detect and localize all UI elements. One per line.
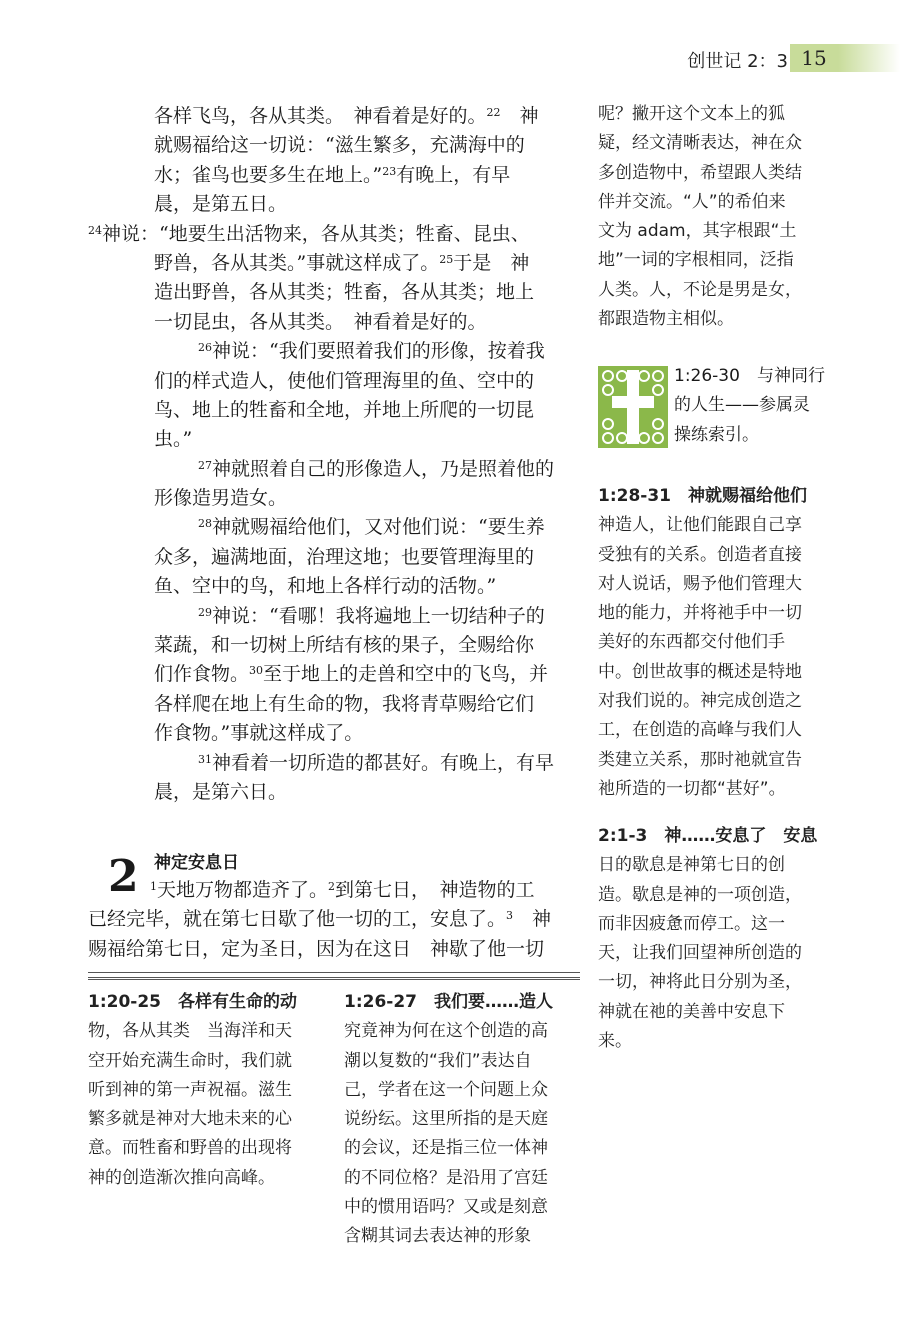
scripture-line: 野兽，各从其类。”事就这样成了。$^{25}$于是 神 <box>154 251 530 274</box>
note-line: 神就在祂的美善中安息下 <box>598 1001 785 1022</box>
note-heading: 1:20-25 各样有生命的动 <box>88 992 297 1012</box>
scripture-line: 鸟、地上的牲畜和全地，并地上所爬的一切昆 <box>154 398 535 421</box>
scripture-line: 水；雀鸟也要多生在地上。”$^{23}$有晚上，有早 <box>154 163 511 186</box>
note-line: 天，让我们回望神所创造的 <box>598 943 802 964</box>
note-line: 造。歇息是神的一项创造， <box>598 884 802 905</box>
scripture-line: $^{26}$神说：“我们要照着我们的形像，按着我 <box>198 340 545 363</box>
note-line: 神造人，让他们能跟自己享 <box>598 515 802 536</box>
note-line: 含糊其词去表达神的形象 <box>344 1226 531 1247</box>
note-line: 中的惯用语吗？又或是刻意 <box>344 1197 548 1218</box>
note-line: 工，在创造的高峰与我们人 <box>598 720 802 741</box>
note-line: 对人说话，赐予他们管理大 <box>598 573 802 594</box>
note-line: 潮以复数的“我们”表达自 <box>344 1050 532 1071</box>
study-note <box>88 988 334 1193</box>
chapter2-text <box>88 876 580 964</box>
note-line: 受独有的关系。创造者直接 <box>598 544 802 565</box>
note-heading: 1:26-27 我们要……造人 <box>344 992 553 1012</box>
note-line: 呢？撇开这个文本上的狐 <box>598 104 785 124</box>
note-line: 来。 <box>598 1031 632 1052</box>
footnote-divider <box>88 972 580 980</box>
scripture-line: 菜蔬，和一切树上所结有核的果子，全赐给你 <box>154 634 535 657</box>
note-line: 人类。人，不论是男是女， <box>598 279 802 300</box>
note-line: 的不同位格？是沿用了宫廷 <box>344 1167 548 1188</box>
scripture-line: 虫。” <box>154 428 193 451</box>
running-header <box>0 44 900 74</box>
note-line: 疑，经文清晰表达，神在众 <box>598 133 802 154</box>
note-line: 中。创世故事的概述是特地 <box>598 661 802 682</box>
note-line: 祂所造的一切都“甚好”。 <box>598 778 786 799</box>
spiritual-disciplines-icon <box>598 366 668 448</box>
chapter-number: 2 <box>108 851 139 902</box>
study-note <box>344 988 584 1252</box>
note-line: 神的创造渐次推向高峰。 <box>88 1167 275 1188</box>
study-note <box>598 100 838 334</box>
note-line: 意。而牲畜和野兽的出现将 <box>88 1138 292 1159</box>
scripture-line: 作食物。”事就这样成了。 <box>154 722 364 745</box>
scripture-line: 们的样式造人，使他们管理海里的鱼、空中的 <box>154 369 535 392</box>
note-line: 一切，神将此日分别为圣， <box>598 972 802 993</box>
note-line: 听到神的第一声祝福。滋生 <box>88 1079 292 1100</box>
callout-line: 操练索引。 <box>674 424 759 445</box>
scripture-line: $^{27}$神就照着自己的形像造人，乃是照着他的 <box>198 457 555 480</box>
scripture-line: 赐福给第七日，定为圣日，因为在这日 神歇了他一切 <box>88 937 545 960</box>
scripture-line: 就赐福给这一切说：“滋生繁多，充满海中的 <box>154 134 525 157</box>
scripture-line: 造出野兽，各从其类；牲畜，各从其类；地上 <box>154 281 535 304</box>
note-line: 己，学者在这一个问题上众 <box>344 1079 548 1100</box>
scripture-line: $^{24}$神说：“地要生出活物来，各从其类；牲畜、昆虫、 <box>88 222 530 245</box>
page-number: 15 <box>790 44 838 72</box>
callout-line: 的人生——参属灵 <box>674 395 810 416</box>
note-line: 都跟造物主相似。 <box>598 309 734 330</box>
note-heading: 1:28-31 神就赐福给他们 <box>598 486 807 506</box>
note-line: 物，各从其类 当海洋和天 <box>88 1021 292 1042</box>
study-note <box>598 822 838 1056</box>
scripture-line: $^{29}$神说：“看哪！我将遍地上一切结种子的 <box>198 604 545 627</box>
note-line: 类建立关系，那时祂就宣告 <box>598 749 802 770</box>
scripture-text <box>88 102 580 807</box>
note-line: 的会议，还是指三位一体神 <box>344 1138 548 1159</box>
scripture-line: 各样爬在地上有生命的物，我将青草赐给它们 <box>154 692 535 715</box>
note-line: 伴并交流。“人”的希伯来 <box>598 191 786 212</box>
header-fade-bar <box>838 44 900 72</box>
scripture-line: 众多，遍满地面，治理这地；也要管理海里的 <box>154 545 535 568</box>
note-line: 对我们说的。神完成创造之 <box>598 691 802 712</box>
note-line: 美好的东西都交付他们手 <box>598 632 785 653</box>
callout-heading: 1:26-30 与神同行 <box>674 366 825 386</box>
note-line: 文为 adam，其字根跟“土 <box>598 221 797 242</box>
note-line: 多创造物中，希望跟人类结 <box>598 162 802 183</box>
note-line: 日的歇息是神第七日的创 <box>598 855 785 876</box>
note-line: 繁多就是神对大地未来的心 <box>88 1109 292 1130</box>
scripture-line: $^{28}$神就赐福给他们，又对他们说：“要生养 <box>198 516 545 539</box>
scripture-line: 鱼、空中的鸟，和地上各样行动的活物。” <box>154 575 497 598</box>
running-header-reference: 创世记 2：3 <box>687 51 788 72</box>
scripture-line: 形像造男造女。 <box>154 487 288 510</box>
scripture-line: 晨，是第五日。 <box>154 193 288 216</box>
study-note <box>598 482 838 804</box>
scripture-line: 已经完毕，就在第七日歇了他一切的工，安息了。$^3$ 神 <box>88 908 552 931</box>
scripture-line: 们作食物。$^{30}$至于地上的走兽和空中的飞鸟，并 <box>154 663 549 686</box>
scripture-line: 一切昆虫，各从其类。 神看着是好的。 <box>154 310 487 333</box>
scripture-line: 晨，是第六日。 <box>154 780 288 803</box>
note-line: 而非因疲惫而停工。这一 <box>598 913 785 934</box>
section-heading: 神定安息日 <box>154 853 239 873</box>
note-line: 地”一词的字根相同，泛指 <box>598 250 794 271</box>
note-line: 地的能力，并将祂手中一切 <box>598 603 802 624</box>
note-heading: 2:1-3 神……安息了 安息 <box>598 826 818 846</box>
scripture-line: 各样飞鸟，各从其类。 神看着是好的。$^{22}$ 神 <box>154 105 539 127</box>
callout-text <box>674 362 842 450</box>
note-line: 说纷纭。这里所指的是天庭 <box>344 1109 548 1130</box>
scripture-line: $^1$天地万物都造齐了。$^2$到第七日， 神造物的工 <box>150 879 535 901</box>
note-line: 究竟神为何在这个创造的高 <box>344 1021 548 1042</box>
scripture-line: $^{31}$神看着一切所造的都甚好。有晚上，有早 <box>198 751 555 774</box>
note-line: 空开始充满生命时，我们就 <box>88 1050 292 1071</box>
